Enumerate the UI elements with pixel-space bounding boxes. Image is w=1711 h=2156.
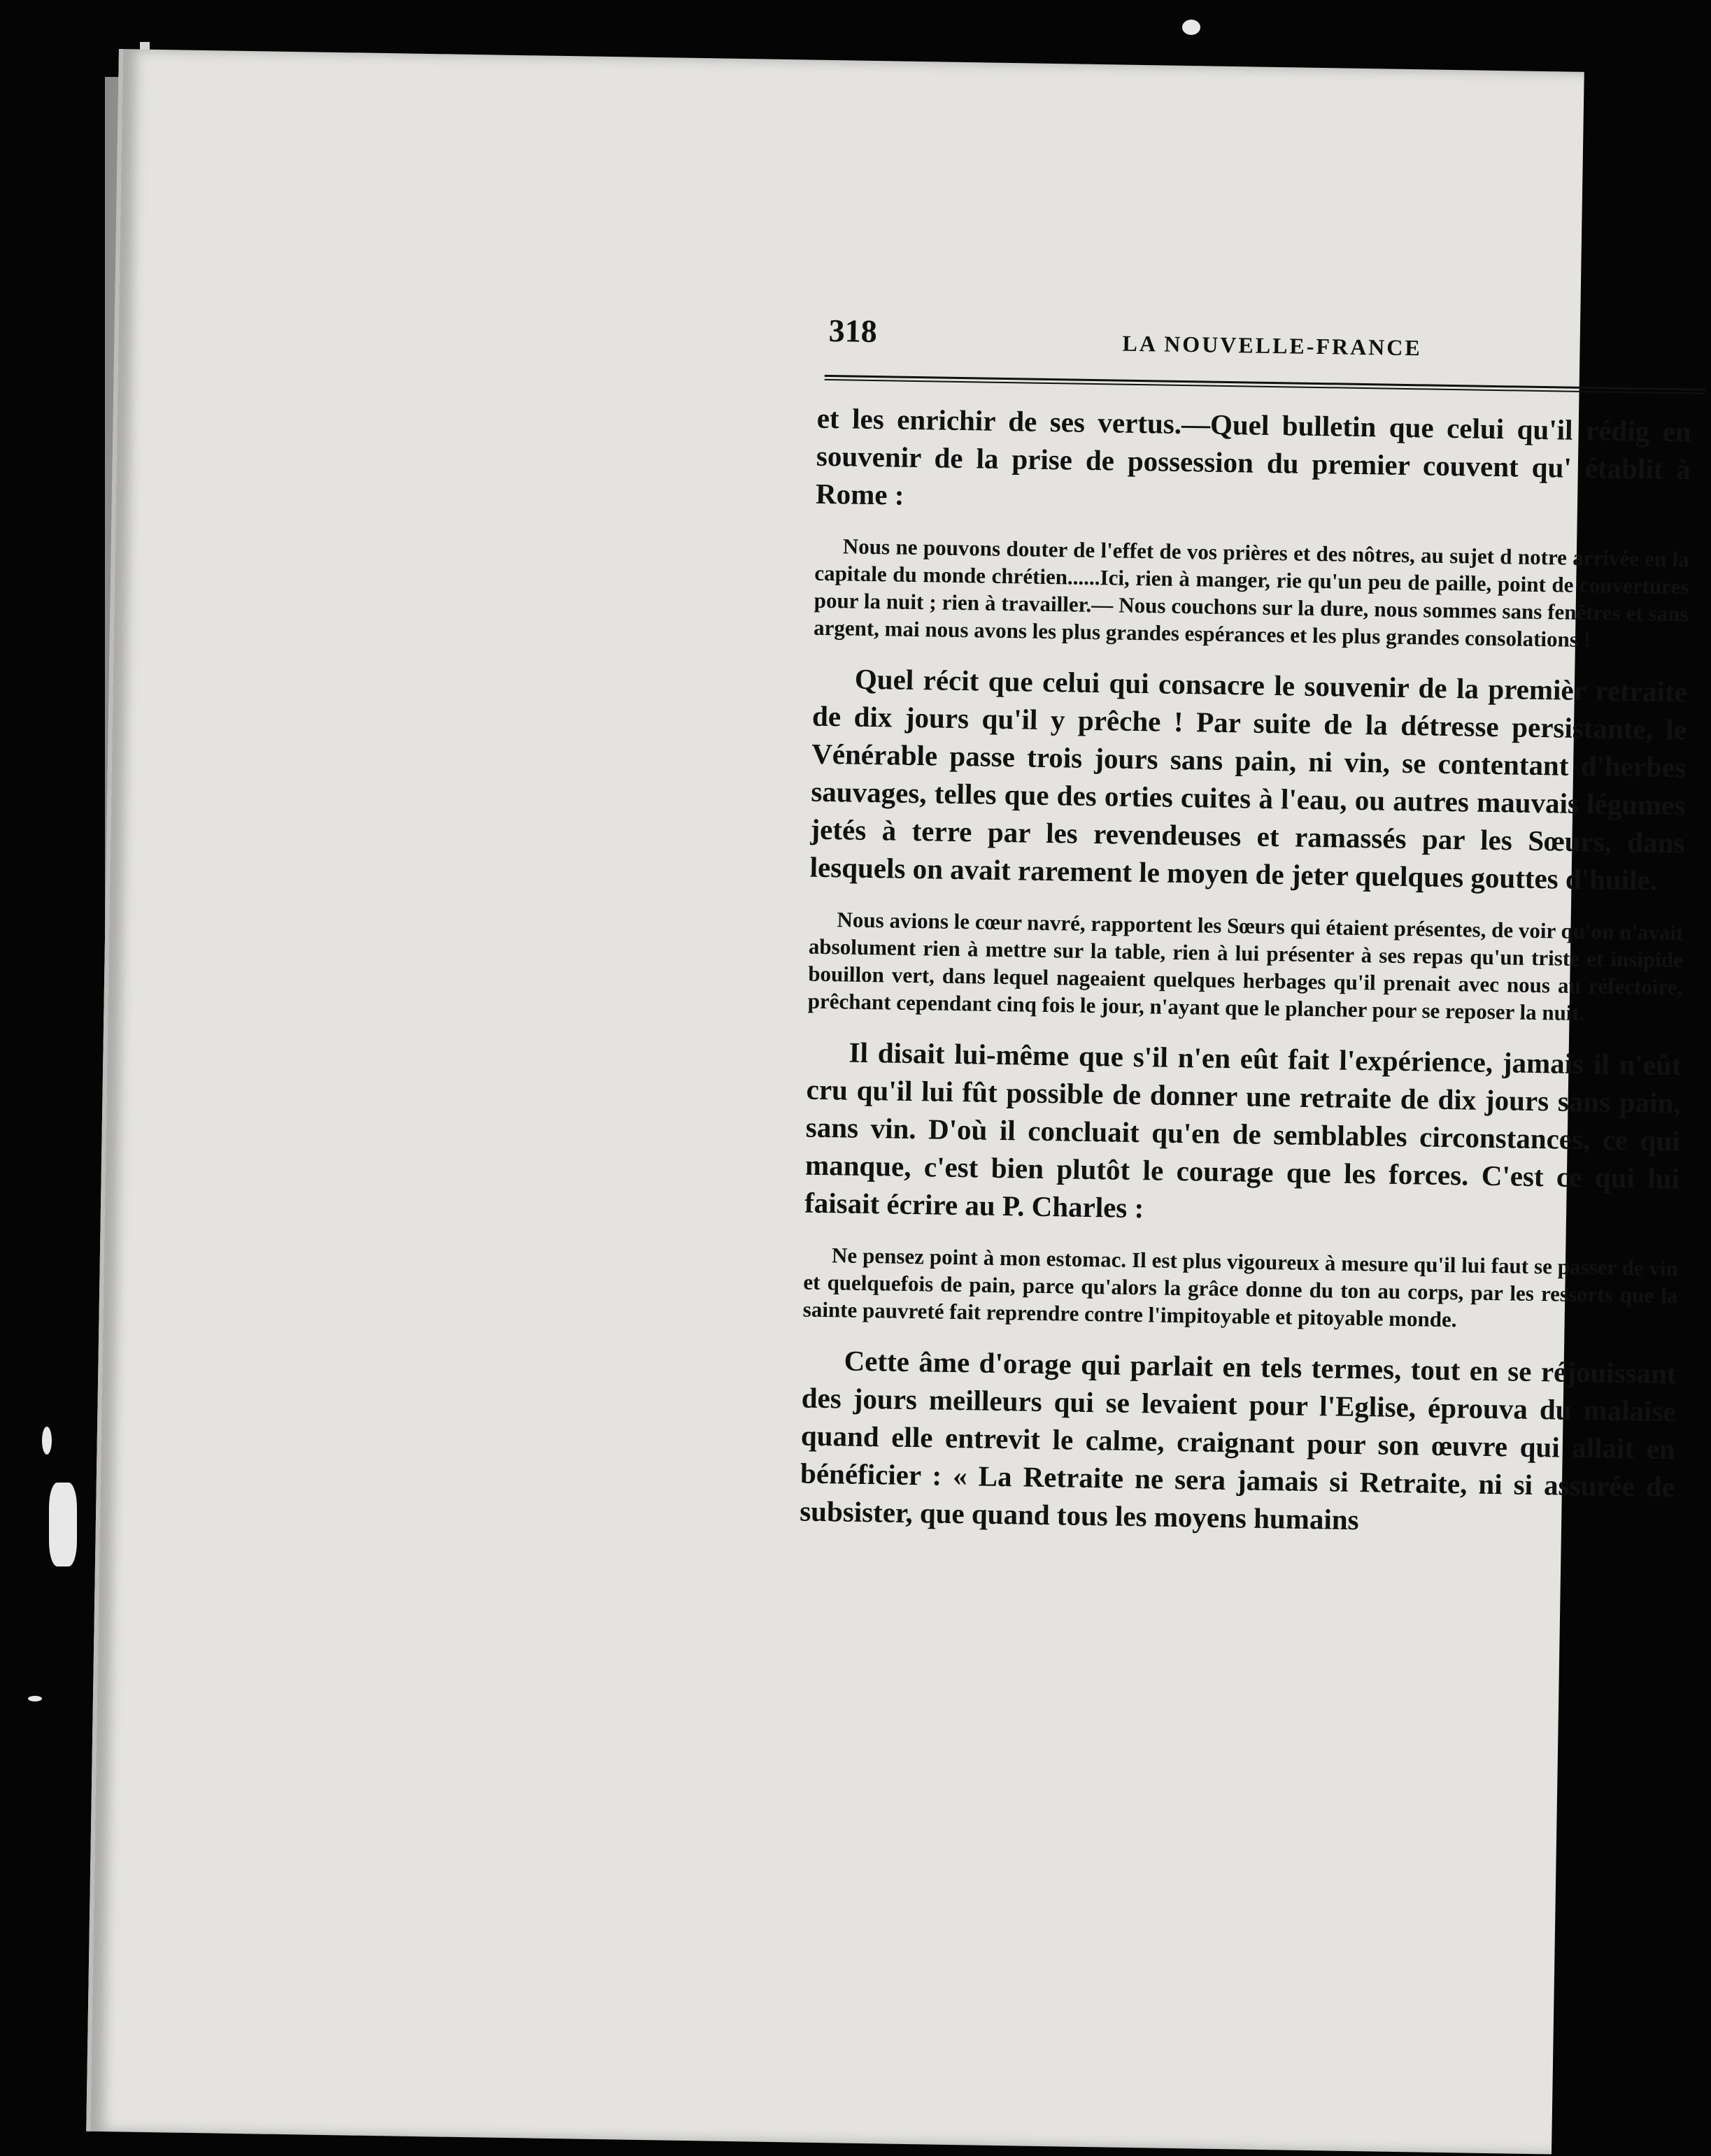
paragraph-experience: Il disait lui-même que s'il n'en eût fait l'expérience, jamais il n'eût cru qu'il lui fût possible de donner une retraite de dix jours sans pain, sans vin. D'où il concluait qu'en de semblables circonstances, ce qui manque, c'est bien plutôt le courage que les forces. C'est ce qui lui faisait écrire au P. Charles : [804, 1036, 1682, 1225]
quote-rome-letter: Nous ne pouvons douter de l'effet de vos prières et des nôtres, au sujet d notre arrivée en la capitale du monde chrétien......Ici, rien à manger, rie qu'un peu de paille, point de couvertures pour la nuit ; rien à travailler.— Nous couchons sur la dure, nous sommes sans fenêtres et sans argent, mai nous avons les plus grandes espérances et les plus grandes consolations ! [813, 534, 1690, 652]
film-speck [28, 1696, 42, 1701]
page-content [693, 261, 1701, 1536]
film-speck [49, 1483, 77, 1566]
film-speck [1182, 20, 1200, 35]
header-rule [825, 375, 1706, 394]
film-speck [42, 1427, 52, 1455]
paragraph-intro: et les enrichir de ses vertus.—Quel bulletin que celui qu'il rédig en souvenir de la prise de possession du premier couvent qu' établit à Rome : [815, 401, 1692, 511]
quote-stomach: Ne pensez point à mon estomac. Il est plus vigoureux à mesure qu'il lui faut se passer de vin et quelquefois de pain, parce qu'alors la grâce donne du ton au corps, par les ressorts que la sainte pauvreté fait reprendre contre l'impitoyable et pitoyable monde. [802, 1243, 1679, 1332]
paragraph-storm-soul: Cette âme d'orage qui parlait en tels termes, tout en se réjouissant des jours meilleurs qui se levaient pour l'Eglise, éprouva du malaise quand elle entrevit le calme, craignant pour son œuvre qui allait en bénéficier : « La Retraite ne sera jamais si Retraite, ni si assurée de subsister, que quand tous les moyens humains [799, 1344, 1677, 1536]
book-page [86, 49, 1692, 2155]
page-number: 318 [828, 312, 878, 350]
page-header [693, 261, 1701, 361]
paragraph-retreat: Quel récit que celui qui consacre le souvenir de la premièr retraite de dix jours qu'il y prêche ! Par suite de la détresse persistante, le Vénérable passe trois jours sans pain, ni vin, se contentant d'herbes sauvages, telles que des orties cuites à l'eau, ou autres mauvais légumes jetés à terre par les revendeuses et ramassés par les Sœurs, dans lesquels on avait rarement le moyen de jeter quelques gouttes d'huile. [809, 662, 1688, 897]
body-text [800, 399, 1691, 1543]
running-head: LA NOUVELLE-FRANCE [1122, 330, 1423, 361]
quote-sisters: Nous avions le cœur navré, rapportent les Sœurs qui étaient présentes, de voir qu'on n'avait absolument rien à mettre sur la table, rien à lui présenter à ses repas qu'un triste et insipide bouillon vert, dans lequel nageaient quelques herbages qu'il prenait avec nous au réfectoire, prêchant cependant cinq fois le jour, n'ayant que le plancher pour se reposer la nuit. [807, 907, 1684, 1026]
